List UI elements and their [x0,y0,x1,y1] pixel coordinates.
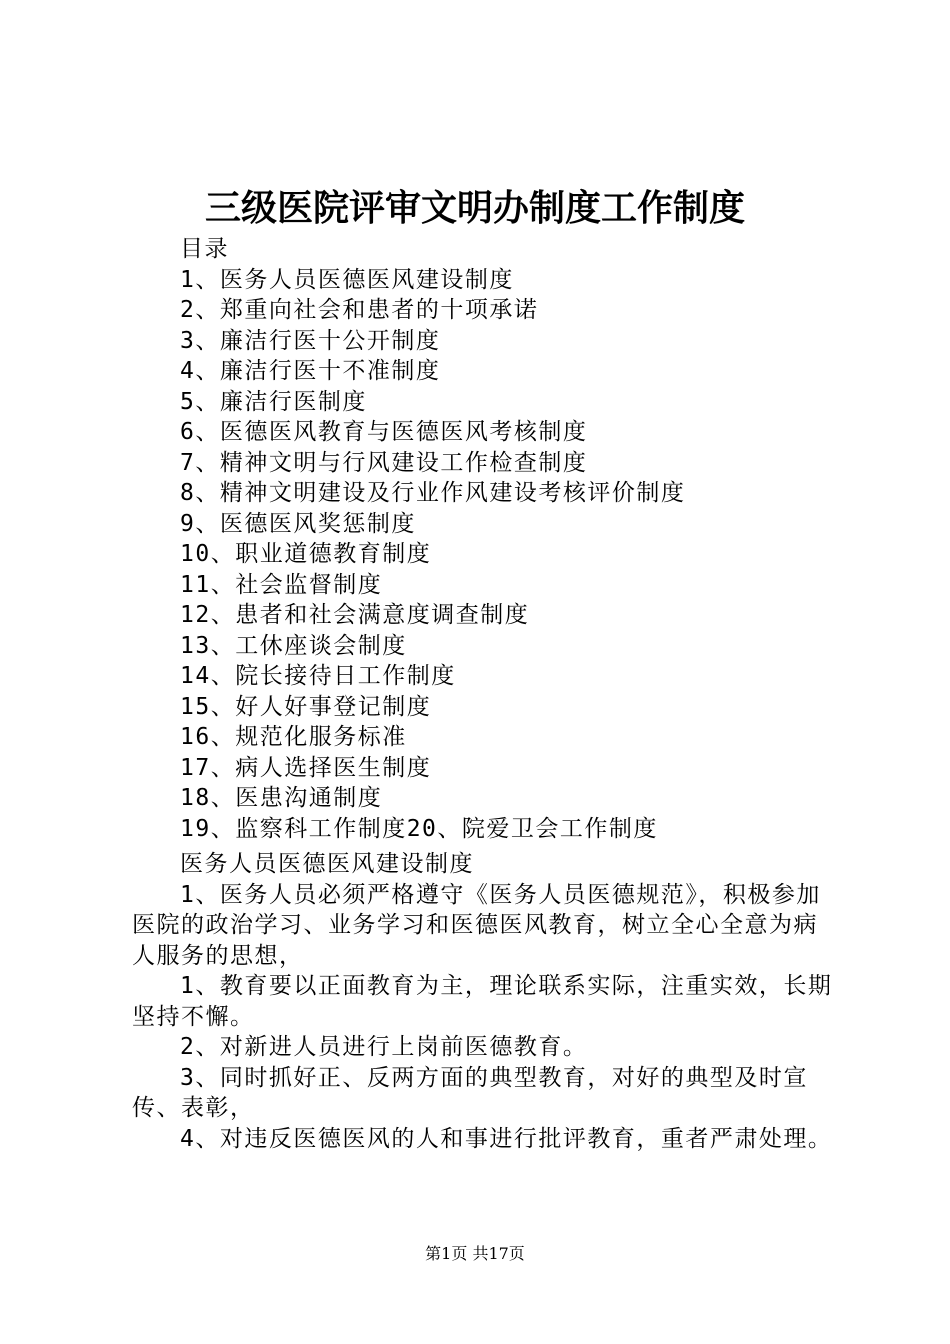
page-footer: 第1页 共17页 [425,1244,525,1263]
toc-item: 16、规范化服务标准 [180,724,407,750]
toc-item: 18、医患沟通制度 [180,785,383,811]
toc-item: 17、病人选择医生制度 [180,754,432,781]
toc-item: 11、社会监督制度 [180,571,383,598]
toc-item: 6、医德医风教育与医德医风考核制度 [180,419,588,445]
toc-item: 15、好人好事登记制度 [180,693,432,720]
toc-item: 19、监察科工作制度20、院爱卫会工作制度 [180,815,658,842]
toc-item: 3、廉洁行医十公开制度 [180,327,441,354]
body-paragraph: 4、对违反医德医风的人和事进行批评教育，重者严肃处理。 [180,1125,833,1152]
toc-item: 7、精神文明与行风建设工作检查制度 [180,449,588,476]
toc-item: 9、医德医风奖惩制度 [180,510,416,537]
toc-item: 14、院长接待日工作制度 [180,663,456,689]
toc-item: 4、廉洁行医十不准制度 [180,358,441,384]
section-heading: 医务人员医德医风建设制度 [180,851,474,877]
toc-item: 1、医务人员医德医风建设制度 [180,266,514,293]
body-paragraph: 2、对新进人员进行上岗前医德教育。 [180,1034,588,1060]
toc-heading: 目录 [180,236,229,262]
toc-item: 12、患者和社会满意度调查制度 [180,602,530,628]
body-paragraph: 1、教育要以正面教育为主，理论联系实际，注重实效，长期坚持不懈。 [132,973,833,1030]
toc-item: 10、职业道德教育制度 [180,541,432,567]
body-paragraph: 3、同时抓好正、反两方面的典型教育，对好的典型及时宣传、表彰， [132,1064,808,1121]
toc-item: 8、精神文明建设及行业作风建设考核评价制度 [180,480,686,506]
table-of-contents [180,234,880,844]
document-title: 三级医院评审文明办制度工作制度 [204,187,745,229]
toc-item: 2、郑重向社会和患者的十项承诺 [180,297,539,323]
toc-item: 13、工休座谈会制度 [180,632,407,659]
body-paragraph: 1、医务人员必须严格遵守《医务人员医德规范》，积极参加医院的政治学习、业务学习和医德医风教育，树立全心全意为病人服务的思想， [132,881,821,969]
toc-item: 5、廉洁行医制度 [180,388,367,415]
document-body [132,849,842,1154]
